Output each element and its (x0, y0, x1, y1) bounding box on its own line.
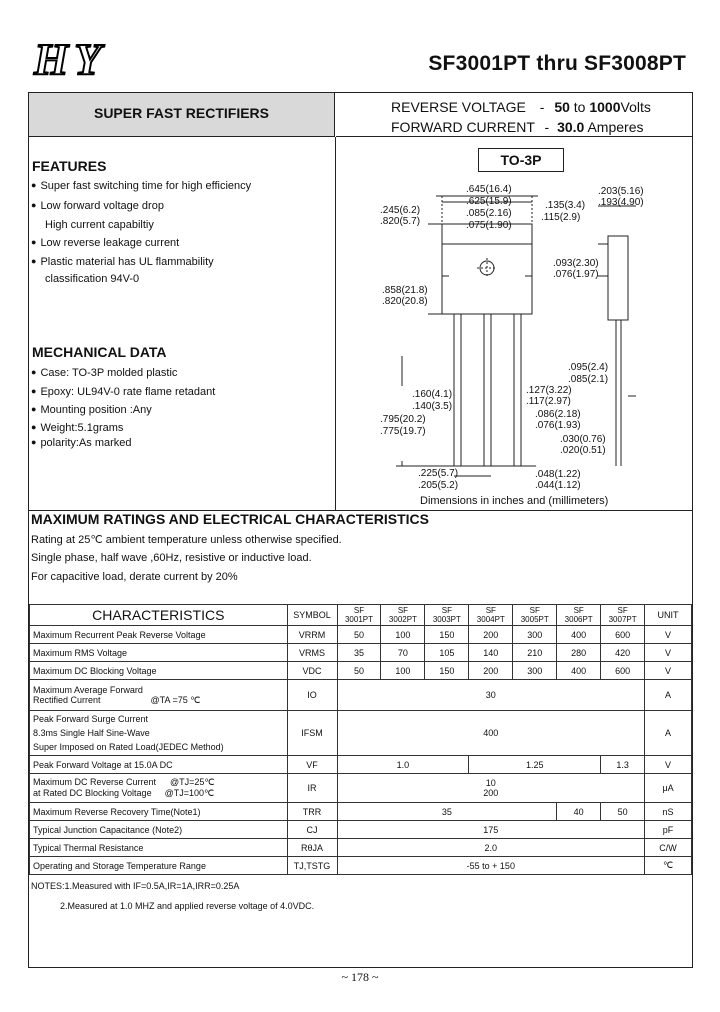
header-part: SF 3006PT (557, 605, 601, 626)
mechanical-item: ● Weight:5.1grams (31, 422, 123, 434)
reverse-voltage-line: REVERSE VOLTAGE - 50 to 1000Volts (391, 99, 651, 115)
table-row: Maximum RMS Voltage VRMS 35 70 105 140 210 280 420 V (30, 644, 692, 662)
note-2: 2.Measured at 1.0 MHZ and applied reverse voltage of 4.0VDC. (60, 901, 315, 911)
header-part: SF 3001PT (337, 605, 381, 626)
header-part: SF 3005PT (513, 605, 557, 626)
header-part: SF 3004PT (469, 605, 513, 626)
table-row: Peak Forward Surge Current 8.3ms Single Half Sine-Wave Super Imposed on Rated Load(JEDEC Method) IFSM 400 A (30, 711, 692, 756)
dim-label: .245(6.2) (380, 205, 421, 216)
table-row: Maximum Average Forward Rectified Current @TA =75 ℃ IO 30 A (30, 680, 692, 711)
dim-label: .076(1.93) (535, 420, 581, 431)
dim-label: .086(2.18) (535, 409, 581, 420)
dim-label: .095(2.4) (568, 362, 609, 373)
features-title: FEATURES (32, 158, 107, 174)
header-part: SF 3002PT (381, 605, 425, 626)
feature-item: ● Low forward voltage drop (31, 200, 164, 212)
feature-item: ● Plastic material has UL flammability (31, 256, 214, 268)
dim-label: .205(5.2) (418, 480, 459, 491)
feature-item: ● Super fast switching time for high efficiency (31, 180, 251, 192)
forward-current-line: FORWARD CURRENT - 30.0 Amperes (391, 119, 644, 135)
document-title: SF3001PT thru SF3008PT (428, 52, 686, 75)
dim-label: .048(1.22) (535, 469, 581, 480)
dim-label: .093(2.30) (553, 258, 599, 269)
dim-label: .075(1.90) (466, 220, 512, 231)
dim-label: .160(4.1) (412, 389, 453, 400)
table-header-row (30, 605, 692, 626)
header-characteristics: CHARACTERISTICS (30, 605, 288, 626)
dim-label: .795(20.2) (380, 414, 426, 425)
dimensions-caption: Dimensions in inches and (millimeters) (420, 495, 609, 507)
dim-label: .044(1.12) (535, 480, 581, 491)
package-side-view (608, 236, 628, 320)
mechanical-item: ● Case: TO-3P molded plastic (31, 367, 177, 379)
mechanical-item: ● Mounting position :Any (31, 404, 152, 416)
mechanical-title: MECHANICAL DATA (32, 344, 167, 360)
dim-label: .203(5.16) (598, 186, 644, 197)
dim-label: .076(1.97) (553, 269, 599, 280)
characteristics-table (29, 604, 692, 875)
dim-label: .117(2.97) (526, 396, 571, 407)
table-row: Operating and Storage Temperature Range TJ,TSTG -55 to + 150 ℃ (30, 857, 692, 875)
header-part: SF 3007PT (601, 605, 645, 626)
dim-label: .140(3.5) (412, 401, 453, 412)
product-type-box (29, 93, 335, 137)
mechanical-item: ● polarity:As marked (31, 437, 132, 449)
dim-label: .115(2.9) (541, 212, 581, 223)
logo-text: HY (34, 40, 108, 82)
header-symbol: SYMBOL (287, 605, 337, 626)
page-number: ~ 178 ~ (341, 970, 379, 984)
ratings-summary (336, 93, 692, 137)
table-row: Typical Thermal Resistance RθJA 2.0 C/W (30, 839, 692, 857)
dim-label: .085(2.1) (568, 374, 609, 385)
ratings-line: Rating at 25℃ ambient temperature unless otherwise specified. (31, 534, 342, 546)
mechanical-item: ● Epoxy: UL94V-0 rate flame retadant (31, 386, 215, 398)
package-name: TO-3P (478, 148, 564, 172)
ratings-title: MAXIMUM RATINGS AND ELECTRICAL CHARACTERISTICS (31, 511, 429, 527)
dim-label: .820(20.8) (382, 296, 428, 307)
brand-logo (30, 40, 160, 82)
dim-label: .193(4.90) (598, 197, 644, 208)
table-row: Maximum Recurrent Peak Reverse Voltage VRRM 50 100 150 200 300 400 600 V (30, 626, 692, 644)
table-row: Typical Junction Capacitance (Note2) CJ 175 pF (30, 821, 692, 839)
dim-label: .030(0.76) (560, 434, 606, 445)
dim-label: .127(3.22) (526, 385, 572, 396)
product-type: SUPER FAST RECTIFIERS (93, 105, 270, 121)
table-row: Maximum DC Reverse Current @TJ=25℃ at Rated DC Blocking Voltage @TJ=100℃ IR 10 200 μA (30, 774, 692, 803)
table-row: Maximum Reverse Recovery Time(Note1) TRR 35 40 50 nS (30, 803, 692, 821)
table-row: Peak Forward Voltage at 15.0A DC VF 1.0 1.25 1.3 V (30, 756, 692, 774)
dim-label: .775(19.7) (380, 426, 426, 437)
header-part: SF 3003PT (425, 605, 469, 626)
ratings-line: Single phase, half wave ,60Hz, resistive or inductive load. (31, 552, 312, 564)
dim-label: .820(5.7) (380, 216, 421, 227)
feature-item-continued: High current capabiltiy (45, 219, 154, 231)
dim-label: .225(5.7) (418, 468, 459, 479)
dim-label: .858(21.8) (382, 285, 428, 296)
ratings-line: For capacitive load, derate current by 20% (31, 571, 238, 583)
note-1: NOTES:1.Measured with IF=0.5A,IR=1A,IRR=0.25A (31, 881, 240, 891)
dim-label: .020(0.51) (560, 445, 606, 456)
package-body (442, 224, 532, 314)
feature-item-continued: classification 94V-0 (45, 273, 140, 285)
dim-label: .135(3.4) (545, 200, 586, 211)
dim-label: .625(15.9) (466, 196, 512, 207)
feature-item: ● Low reverse leakage current (31, 237, 179, 249)
dim-label: .085(2.16) (466, 208, 512, 219)
header-unit: UNIT (645, 605, 692, 626)
dim-label: .645(16.4) (466, 184, 512, 195)
table-row: Maximum DC Blocking Voltage VDC 50 100 150 200 300 400 600 V (30, 662, 692, 680)
